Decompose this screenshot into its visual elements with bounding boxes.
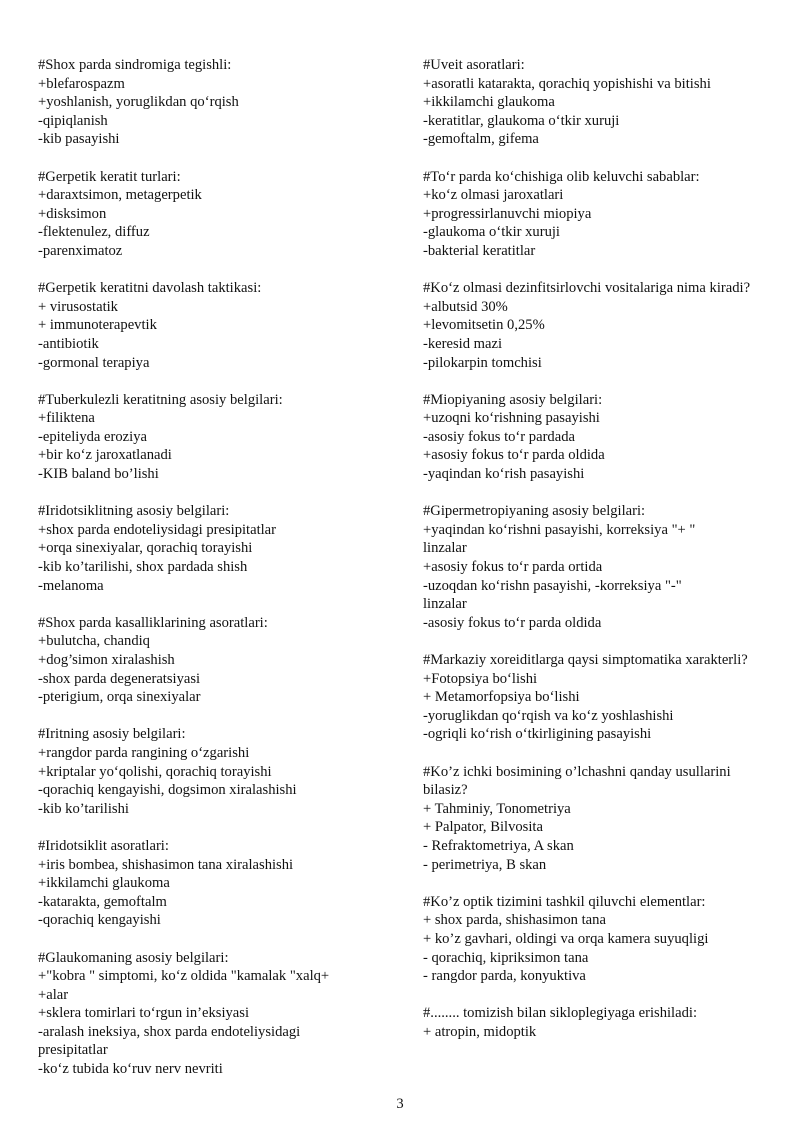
answer-option: + Palpator, Bilvosita (423, 819, 543, 836)
question-text: #Miopiyaning asosiy belgilari: (423, 391, 603, 408)
question-block (423, 56, 768, 149)
answer-option: -melanoma (38, 577, 104, 594)
answer-option: -qipiqlanish (38, 112, 108, 129)
answer-option: +progressirlanuvchi miopiya (423, 205, 592, 222)
answer-option: -gormonal terapiya (38, 354, 150, 371)
answer-option: + atropin, midoptik (423, 1023, 537, 1040)
answer-option: +asoratli katarakta, qorachiq yopishishi va bitishi (423, 75, 711, 92)
question-block (38, 725, 378, 818)
answer-option: -yoruglikdan qoʻrqish va koʻz yoshlashishi (423, 707, 674, 724)
answer-option: -qorachiq kengayishi (38, 912, 161, 929)
answer-option: +levomitsetin 0,25% (423, 317, 545, 334)
answer-option: -keratitlar, glaukoma oʻtkir xuruji (423, 112, 620, 129)
answer-option: -ogriqli koʻrish oʻtkirligining pasayishi (423, 726, 652, 743)
answer-option: -KIB baland bo’lishi (38, 466, 159, 483)
page-number: 3 (396, 1096, 404, 1112)
answer-option: +asosiy fokus toʻr parda oldida (423, 447, 605, 464)
question-block (423, 1004, 768, 1041)
answer-option: - Refraktometriya, A skan (423, 837, 574, 854)
answer-option: + ko’z gavhari, oldingi va orqa kamera suyuqligi (423, 930, 709, 947)
question-text: #Gerpetik keratitni davolash taktikasi: (38, 280, 262, 297)
question-text: #Gerpetik keratit turlari: (38, 168, 181, 185)
question-block (423, 168, 768, 261)
answer-option: +bir koʻz jaroxatlanadi (38, 447, 172, 464)
answer-option: +rangdor parda rangining oʻzgarishi (38, 744, 250, 761)
answer-option: +blefarospazm (38, 75, 125, 92)
answer-option: -koʻz tubida koʻruv nerv nevriti (38, 1061, 223, 1078)
answer-option: -pterigium, orqa sinexiyalar (38, 689, 201, 706)
answer-option: +ikkilamchi glaukoma (38, 875, 170, 892)
answer-option: - qorachiq, kipriksimon tana (423, 949, 589, 966)
question-text: #Iridotsiklit asoratlari: (38, 837, 169, 854)
answer-option: +yoshlanish, yoruglikdan qoʻrqish (38, 94, 239, 111)
answer-option: +uzoqni koʻrishning pasayishi (423, 410, 600, 427)
answer-option: -epiteliyda eroziya (38, 428, 147, 445)
question-block (38, 502, 378, 595)
question-block (38, 279, 378, 372)
answer-option: -kib pasayishi (38, 131, 120, 148)
question-text: #Iritning asosiy belgilari: (38, 726, 186, 743)
question-block (423, 391, 768, 484)
question-text: #Ko’z ichki bosimining o’lchashni qanday usullarini bilasiz? (423, 763, 731, 799)
answer-option: +daraxtsimon, metagerpetik (38, 187, 202, 204)
question-block (423, 502, 768, 632)
answer-option: + shox parda, shishasimon tana (423, 912, 606, 929)
question-block (38, 391, 378, 484)
question-text: #Toʻr parda koʻchishiga olib keluvchi sabablar: (423, 168, 700, 185)
question-block (423, 651, 768, 744)
answer-option: - perimetriya, B skan (423, 856, 547, 873)
question-text: #Markaziy xoreiditlarga qaysi simptomatika xarakterli? (423, 652, 748, 668)
answer-option: -asosiy fokus toʻr parda oldida (423, 614, 602, 631)
question-text: #........ tomizish bilan sikloplegiyaga erishiladi: (423, 1005, 697, 1022)
answer-option: -gemoftalm, gifema (423, 131, 539, 148)
question-block (38, 614, 378, 707)
answer-option: + Metamorfopsiya boʻlishi (423, 689, 580, 706)
answer-option: -keresid mazi (423, 335, 503, 352)
answer-option: - rangdor parda, konyuktiva (423, 968, 586, 985)
answer-option: +alar (38, 986, 69, 1003)
answer-option: linzalar (423, 596, 467, 613)
answer-option: +shox parda endoteliysidagi presipitatlar (38, 521, 277, 538)
question-text: #Koʻz olmasi dezinfitsirlovchi vositalariga nima kiradi? (423, 280, 751, 297)
answer-option: +asosiy fokus toʻr parda ortida (423, 559, 603, 576)
answer-option: +"kobra " simptomi, koʻz oldida "kamalak "xalq+ (38, 968, 330, 985)
answer-option: -asosiy fokus toʻr pardada (423, 428, 575, 445)
answer-option: +Fotopsiya boʻlishi (423, 670, 538, 687)
answer-option: -kib ko’tarilishi, shox pardada shish (38, 559, 248, 576)
answer-option: +sklera tomirlari toʻrgun in’eksiyasi (38, 1005, 250, 1022)
answer-option: +albutsid 30% (423, 298, 508, 315)
question-block (38, 56, 378, 149)
answer-option: + immunoterapevtik (38, 317, 157, 334)
answer-option: -aralash ineksiya, shox parda endoteliysidagi (38, 1023, 301, 1040)
answer-option: +disksimon (38, 205, 107, 222)
question-block (423, 893, 768, 986)
question-text: #Iridotsiklitning asosiy belgilari: (38, 503, 230, 520)
right-column (423, 56, 768, 1060)
answer-option: +iris bombea, shishasimon tana xiralashishi (38, 856, 294, 873)
answer-option: -kib ko’tarilishi (38, 800, 129, 817)
left-column (38, 56, 378, 1097)
answer-option: +ikkilamchi glaukoma (423, 94, 555, 111)
question-text: #Gipermetropiyaning asosiy belgilari: (423, 503, 646, 520)
answer-option: presipitatlar (38, 1042, 108, 1059)
question-block (423, 763, 768, 875)
question-text: #Uveit asoratlari: (423, 57, 525, 73)
answer-option: +bulutcha, chandiq (38, 633, 150, 650)
question-text: #Shox parda kasalliklarining asoratlari: (38, 614, 268, 631)
question-text: #Tuberkulezli keratitning asosiy belgilari: (38, 391, 283, 408)
answer-option: -yaqindan koʻrish pasayishi (423, 466, 585, 483)
answer-option: + virusostatik (38, 298, 118, 315)
question-block (38, 837, 378, 930)
answer-option: -shox parda degeneratsiyasi (38, 670, 201, 687)
question-block (38, 168, 378, 261)
answer-option: -uzoqdan koʻrishn pasayishi, -korreksiya "-" (423, 577, 682, 594)
answer-option: +dog’simon xiralashish (38, 652, 175, 668)
answer-option: +yaqindan koʻrishni pasayishi, korreksiya "+ " (423, 521, 696, 538)
question-block (38, 949, 378, 1079)
question-text: #Glaukomaning asosiy belgilari: (38, 949, 229, 966)
answer-option: +filiktena (38, 410, 95, 427)
answer-option: -bakterial keratitlar (423, 242, 536, 259)
answer-option: -pilokarpin tomchisi (423, 354, 542, 371)
answer-option: -antibiotik (38, 335, 99, 352)
question-text: #Shox parda sindromiga tegishli: (38, 57, 232, 73)
answer-option: -glaukoma oʻtkir xuruji (423, 224, 560, 241)
answer-option: -katarakta, gemoftalm (38, 893, 167, 910)
answer-option: -parenximatoz (38, 242, 123, 259)
answer-option: +orqa sinexiyalar, qorachiq torayishi (38, 540, 253, 557)
answer-option: -flektenulez, diffuz (38, 224, 150, 241)
answer-option: +kriptalar yoʻqolishi, qorachiq torayishi (38, 763, 272, 780)
answer-option: linzalar (423, 540, 467, 557)
answer-option: -qorachiq kengayishi, dogsimon xiralashishi (38, 782, 297, 799)
answer-option: + Tahminiy, Tonometriya (423, 800, 571, 817)
question-text: #Ko’z optik tizimini tashkil qiluvchi elementlar: (423, 893, 706, 910)
answer-option: +koʻz olmasi jaroxatlari (423, 187, 564, 204)
question-block (423, 279, 768, 372)
